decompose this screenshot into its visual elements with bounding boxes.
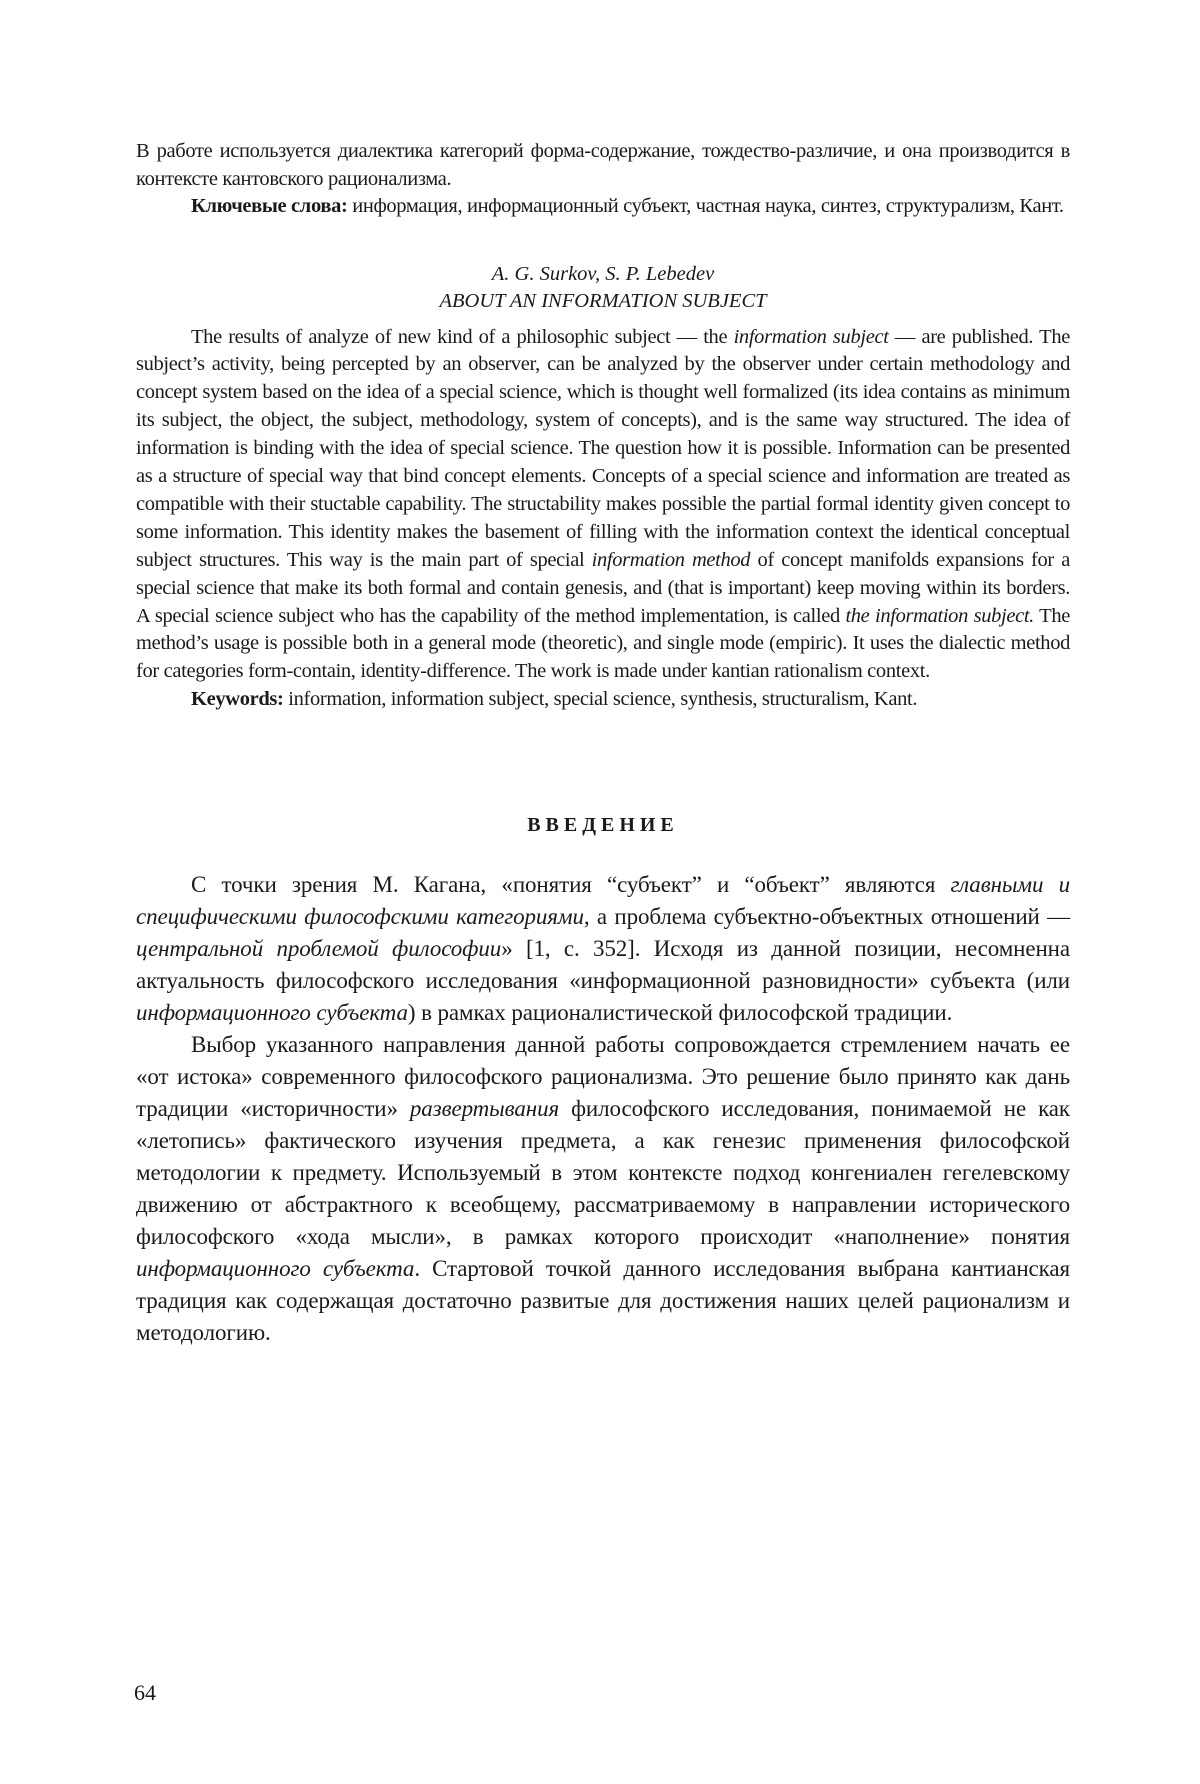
english-keywords-label: Keywords:	[191, 688, 284, 710]
page-number: 64	[134, 1680, 156, 1706]
intro-paragraph-2: Выбор указанного направления данной работы сопровождается стремлением начать ее «от истока» современного философского рационализма. Это решение было принято как дань традиции «историчности» развертывания философского исследования, понимаемой не как «летопись» фактического изучения предмета, а как генезис применения философской методологии к предмету. Используемый в этом контексте подход конгениален гегелевскому движению от абстрактного к всеобщему, рассматриваемому в направлении исторического философского «хода мысли», в рамках которого происходит «наполнение» понятия информационного субъекта. Стартовой точкой данного исследования выбрана кантианская традиция как содержащая достаточно развитые для достижения наших целей рационализм и методологию.	[136, 1029, 1070, 1349]
page-content	[136, 138, 1070, 1349]
section-heading-introduction: ВВЕДЕНИЕ	[136, 814, 1070, 837]
intro-paragraph-1: С точки зрения М. Кагана, «понятия “субъект” и “объект” являются главными и специфическими философскими категориями, а проблема субъектно-объектных отношений — центральной проблемой философии» [1, с. 352]. Исходя из данной позиции, несомненна актуальность философского исследования «информационной разновидности» субъекта (или информационного субъекта) в рамках рационалистической философской традиции.	[136, 869, 1070, 1029]
term-the-information-subject: the information subject.	[845, 605, 1034, 627]
term-information-subject: information subject	[734, 326, 889, 348]
english-keywords-text: information, information subject, special science, synthesis, structuralism, Kant.	[284, 688, 918, 710]
english-abstract-body: The results of analyze of new kind of a philosophic subject — the information subject — are published. The subject’s activity, being percepted by an observer, can be analyzed by the observer under certain methodology and concept system based on the idea of a special science, which is thought well formalized (its idea contains as minimum its subject, the object, the subject, methodology, system of concepts), and is the same way structured. The idea of information is binding with the idea of special science. The question how it is possible. Information can be presented as a structure of special way that bind concept elements. Concepts of a special science and information are treated as compatible with their stuctable capability. The structability makes possible the partial formal identity given concept to some information. This identity makes the basement of filling with the information context the identical conceptual subject structures. This way is the main part of special information method of concept manifolds expansions for a special science that make its both formal and contain genesis, and (that is important) keep moving within its borders. A special science subject who has the capability of the method implementation, is called the information subject. The method’s usage is possible both in a general mode (theoretic), and single mode (empiric). It uses the dialectic method for categories form-contain, identity-difference. The work is made under kantian rationalism context.	[136, 324, 1070, 687]
english-keywords	[136, 686, 1070, 714]
ru-keywords-label: Ключевые слова:	[191, 195, 347, 217]
ru-keywords	[136, 193, 1070, 221]
ru-abstract-text: В работе используется диалектика категорий форма-содержание, тождество-различие, и она производится в контексте кантовского рационализма.	[136, 140, 1070, 190]
english-authors: A. G. Surkov, S. P. Lebedev	[136, 261, 1070, 289]
ru-abstract-ending	[136, 138, 1070, 193]
english-title: ABOUT AN INFORMATION SUBJECT	[136, 288, 1070, 316]
ru-keywords-text: информация, информационный субъект, частная наука, синтез, структурализм, Кант.	[347, 195, 1063, 217]
term-information-method: information method	[592, 549, 751, 571]
